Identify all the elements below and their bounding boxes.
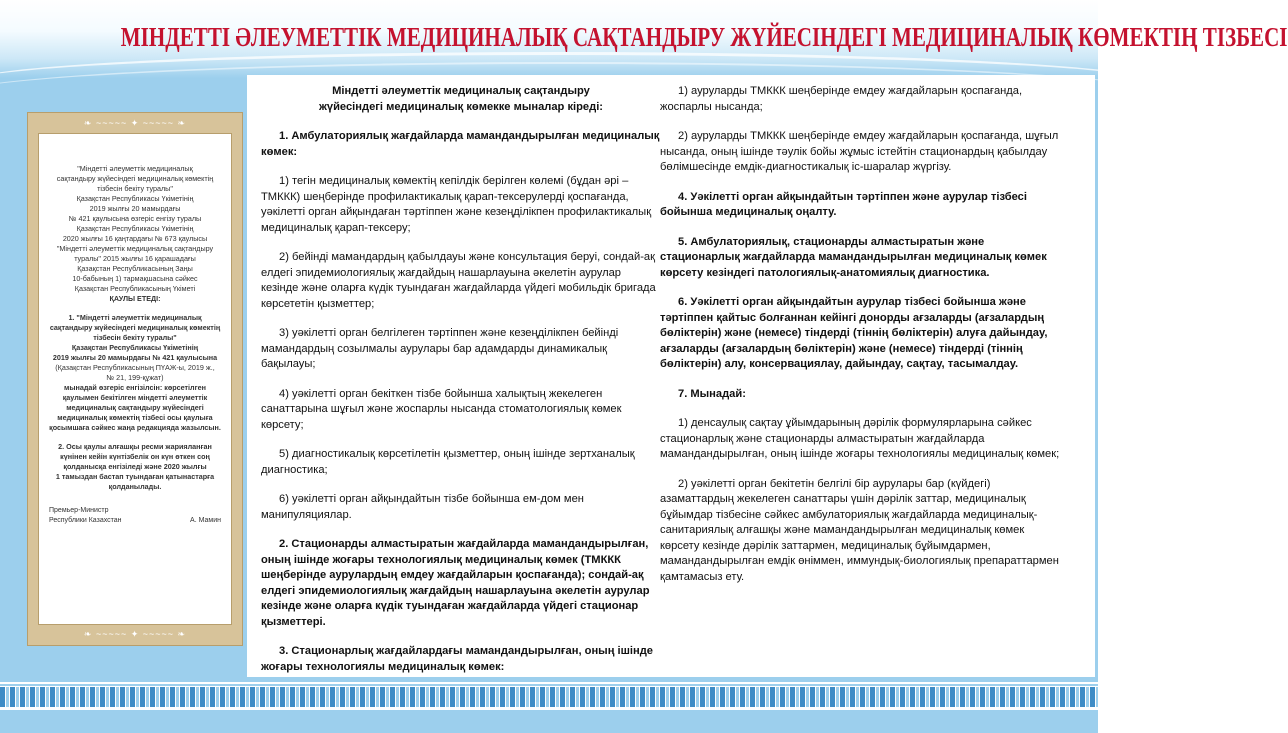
list-item: 5) диагностикалық көрсетілетін қызметтер, оның ішінде зертханалық диагностика; (261, 448, 635, 476)
decree-item2-line: 1 тамыздан бастап туындаған қатынастарға (55, 472, 215, 481)
decree-item1-line: № 21, 199-құжат) (106, 373, 164, 382)
decree-line: "Міндетті әлеуметтік медициналық сақтандыру (56, 244, 214, 253)
list-item: 1) денсаулық сақтау ұйымдарының дәрілік формулярларына сәйкес стационарлық және стационарды алмастыратын жағдайларда мамандандырылған, оның ішінде жоғары технологиялы медициналық көмек; (660, 417, 1060, 460)
decree-line: туралы" 2015 жылғы 16 қарашадағы (74, 254, 196, 263)
list-item: 2) бейінді мамандардың қабылдауы және консультация беруі, сондай-ақ елдегі эпидемиологиялық жағдайдың нашарлауына әкелетін аурулар кезінде және оларға күдік туындаған жағдайларда үйдегі мобильдік бригада көрсететін қызметтер; (261, 251, 656, 310)
list-item: 1) тегін медициналық көмектің кепілдік берілген көлемі (бұдан әрі – ТМККК) шеңберінде профилактикалық қарап-тексерулерді қоспағанда, уәкілетті орган айқындаған тәртіппен және кезеңділікпен профилактикалық медициналық қарап-тексеру; (261, 175, 652, 234)
list-item: 4) уәкілетті орган бекіткен тізбе бойынша халықтың жекелеген санаттарына шұғыл және жоспарлы нысанда стоматологиялық көмек көрсету; (261, 387, 622, 431)
decree-item1-line: Қазақстан Республикасы Үкіметінің (71, 343, 199, 352)
footer-ornament (0, 686, 1098, 708)
decree-line: 2019 жылғы 20 мамырдағы (89, 204, 181, 213)
decree-resolves: ҚАУЛЫ ЕТЕДІ: (109, 294, 161, 303)
section-title: 3. Стационарлық жағдайлардағы мамандандырылған, оның ішінде жоғары технологиялы медициналық көмек: (261, 645, 653, 673)
decree-document (38, 133, 232, 625)
column-right (660, 84, 1062, 585)
section-title: 5. Амбулаториялық, стационарды алмастыратын және стационарлық жағдайларда мамандандырылған медициналық көмек көрсету кезіндегі патологиялық-анатомиялық диагностика. (660, 235, 1047, 279)
signer-title: Республики Казахстан (49, 516, 122, 524)
section-title: 6. Уәкілетті орган айқындайтын аурулар тізбесі бойынша және тәртіппен қайтыс болғаннан кейінгі донорды ағзаларды (ағзалардың бөліктерін) және (немесе) тіндерді (тіннің бөліктерін) алуға дайындау, ағзаларды (ағзалардың бөліктерін) және (немесе) тіндерді (тіннің бөліктерін) алу, консервациялау, дайындау, сақтау, тасымалдау. (660, 296, 1048, 370)
decree-item1-line: медициналық көмектің тізбесі осы қаулыға (57, 413, 213, 422)
decree-item2-line: күнінен кейін күнтізбелік он күн өткен соң (60, 452, 210, 461)
decree-item1-line: қаулымен бекітілген міндетті әлеуметтік (62, 393, 208, 402)
list-item: 2) ауруларды ТМККК шеңберінде емдеу жағдайларын қоспағанда, шұғыл нысанда, оның ішінде тәулік бойы жұмыс істейтін стационардың қабылдау бөлімшесінде емдік-диагностикалық іс-шаралар жүргізу. (660, 130, 1059, 173)
list-item: 3) уәкілетті орган белгілеген тәртіппен және кезеңділікпен бейінді мамандардың созылмалы аурулары бар адамдарды динамикалық бақылауы; (261, 327, 619, 370)
decree-item1-line: 1. "Міндетті әлеуметтік медициналық (68, 313, 202, 322)
decree-frame (27, 112, 243, 646)
decree-line: Қазақстан Республикасы Үкіметінің (76, 194, 194, 203)
decree-line: Қазақстан Республикасының Үкіметі (74, 284, 196, 293)
list-item: 6) уәкілетті орган айқындайтын тізбе бойынша ем-дом мен манипуляциялар. (261, 493, 584, 521)
column-left (261, 84, 661, 675)
decree-line: № 421 қаулысына өзгеріс енгізу туралы (68, 214, 202, 223)
decree-item1-line: сақтандыру жүйесіндегі медициналық көмектің (49, 323, 221, 332)
section-title: 1. Амбулаториялық жағдайларда мамандандырылған медициналық көмек: (261, 130, 660, 158)
content-panel (247, 75, 1095, 677)
panel-heading: жүйесіндегі медициналық көмекке мыналар кіреді: (318, 100, 603, 113)
section-title: 7. Мынадай: (678, 387, 746, 400)
decree-line: Қазақстан Республикасының Заңы (77, 264, 193, 273)
decree-line: 10-бабының 1) тармақшасына сәйкес (72, 274, 198, 283)
footer-divider (0, 708, 1098, 710)
decree-line: Қазақстан Республикасы Үкіметінің (76, 224, 194, 233)
section-title: 2. Стационарды алмастыратын жағдайларда мамандандырылған, оның ішінде жоғары технологиялық медициналық көмек (ТМККК шеңберінде аурулардың емдеу жағдайларын қоспағанда); сондай-ақ елдегі эпидемиологиялық жағдайдың нашарлауына әкелетін аурулар кезінде және оларға күдік туындаған жағдайларда үйдегі стационар қызметтері. (261, 538, 650, 628)
list-item: 2) уәкілетті орган бекітетін белгілі бір аурулары бар (күйдегі) азаматтардың жекелеген санаттары үшін дәрілік заттар, медициналық бұйымдар тізбесіне сәйкес амбулаториялық жағдайларда медициналық-санитариялық алғашқы және мамандандырылған медициналық көмек көрсету кезінде дәрілік заттармен, медициналық бұйымдармен, мамандандырылған емдік өніммен, иммундық-биологиялық препараттармен қамтамасыз ету. (660, 477, 1059, 583)
ornament-bottom: ❧ ~~~~~ ✦ ~~~~~ ❧ (83, 629, 187, 639)
decree-item2-line: қолданылады. (108, 482, 162, 491)
decree-line: 2020 жылғы 16 қаңтардағы № 673 қаулысы (62, 234, 208, 243)
decree-item1-line: 2019 жылғы 20 мамырдағы № 421 қаулысына (52, 353, 218, 362)
panel-heading: Міндетті әлеуметтік медициналық сақтандыру (332, 85, 590, 97)
ornament-top: ❧ ~~~~~ ✦ ~~~~~ ❧ (83, 118, 187, 128)
decree-item1-line: (Қазақстан Республикасының ПҮАЖ-ы, 2019 ж., (55, 363, 215, 372)
section-title: 4. Уәкілетті орган айқындайтын тәртіппен және аурулар тізбесі бойынша медициналық оңалту. (660, 190, 1027, 218)
decree-item1-line: мынадай өзгеріс енгізілсін: көрсетілген (64, 383, 206, 392)
signer-name: А. Мамин (190, 516, 221, 524)
footer-divider (0, 682, 1098, 684)
decree-item2-line: 2. Осы қаулы алғашқы ресми жарияланған (58, 442, 212, 451)
decree-item1-line: тізбесін бекіту туралы" (93, 333, 177, 342)
poster-title: МІНДЕТТІ ӘЛЕУМЕТТІК МЕДИЦИНАЛЫҚ САҚТАНДЫРУ ЖҮЙЕСІНДЕГІ МЕДИЦИНАЛЫҚ КӨМЕКТІҢ ТІЗБЕСІ (120, 22, 1288, 52)
decree-line: тізбесін бекіту туралы" (97, 184, 173, 193)
list-item: 1) ауруларды ТМККК шеңберінде емдеу жағдайларын қоспағанда, жоспарлы нысанда; (660, 85, 1023, 113)
signer-title: Премьер-Министр (49, 507, 109, 514)
decree-item2-line: қолданысқа енгізіледі және 2020 жылғы (63, 462, 207, 471)
decree-item1-line: медициналық сақтандыру жүйесіндегі (66, 403, 204, 412)
decree-text (49, 164, 221, 525)
decree-line: "Міндетті әлеуметтік медициналық (77, 164, 193, 173)
decree-signature (49, 506, 221, 525)
decree-line: сақтандыру жүйесіндегі медициналық көмектің (56, 174, 214, 183)
decree-item1-line: қосымшаға сәйкес жаңа редакцияда жазылсын. (49, 423, 221, 432)
